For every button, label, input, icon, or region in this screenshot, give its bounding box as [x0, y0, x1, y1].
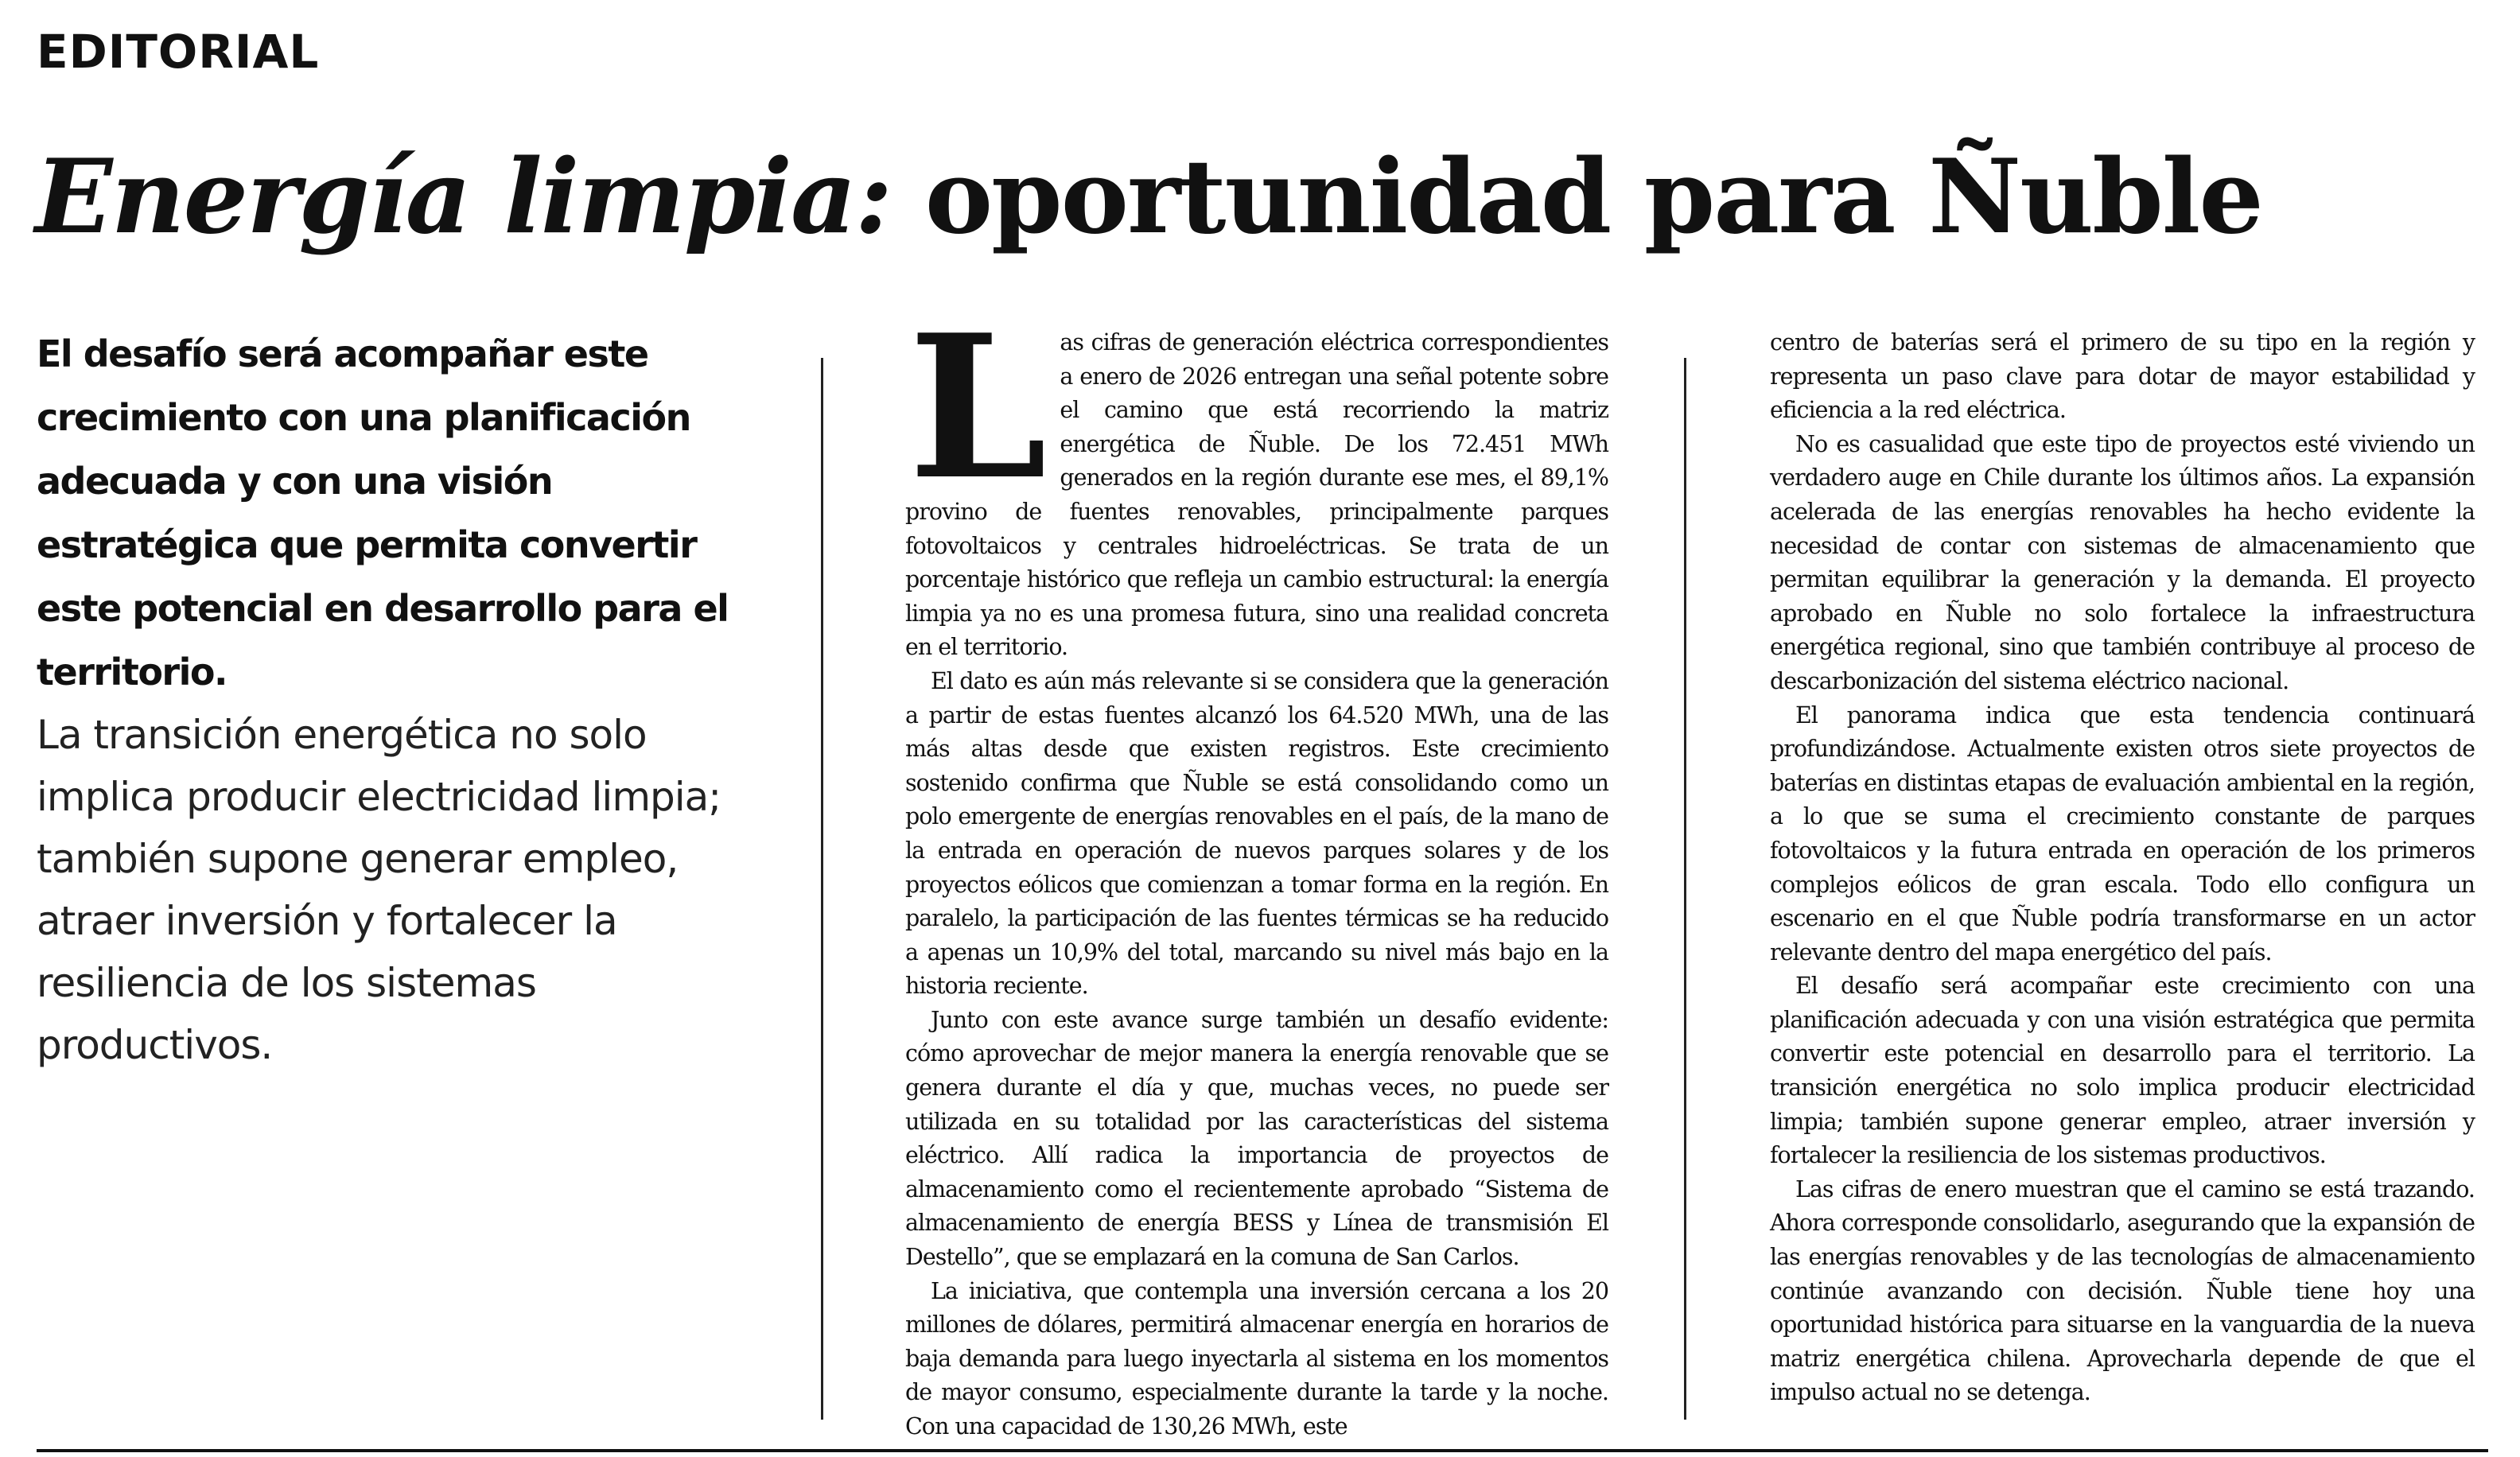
headline-roman: oportunidad para Ñuble [924, 138, 2262, 257]
article-paragraph: La iniciativa, que contempla una inversión cercana a los 20 millones de dólares, permitirá almacenar energía en horarios de baja demanda para luego inyectarla al sistema en los momentos de mayor consumo, especialmente durante la tarde y la noche. Con una capacidad de 130,26 MWh, este [905, 1277, 1608, 1440]
drop-cap: L [908, 292, 1048, 523]
section-label: EDITORIAL [37, 25, 320, 79]
article-paragraph: centro de baterías será el primero de su tipo en la región y representa un paso clave para dotar de mayor estabilidad y eficiencia a la red eléctrica. [1770, 329, 2475, 424]
bottom-rule [37, 1449, 2488, 1452]
headline [35, 138, 2262, 257]
sidebar-body: La transición energética no solo implica producir electricidad limpia; también supone generar empleo, atraer inversión y fortalecer la resiliencia de los sistemas productivos. [37, 712, 721, 1068]
article-column-2 [1770, 326, 2475, 1410]
article-paragraph: El panorama indica que esta tendencia continuará profundizándose. Actualmente existen otros siete proyectos de baterías en distintas etapas de evaluación ambiental en la región, a lo que se suma el crecimiento constante de parques fotovoltaicos y la futura entrada en operación de los primeros complejos eólicos de gran escala. Todo ello configura un escenario en el que Ñuble podría transformarse en un actor relevante dentro del mapa energético del país. [1770, 701, 2475, 966]
column-rule-left [821, 358, 823, 1420]
sidebar-lead: El desafío será acompañar este crecimiento con una planificación adecuada y con una visión estratégica que permita convertir este potencial en desarrollo para el territorio. [37, 332, 729, 694]
article-paragraph: Las cifras de enero muestran que el camino se está trazando. Ahora corresponde consolidarlo, asegurando que la expansión de las energías renovables y de las tecnologías de almacenamiento continúe avanzando con decisión. Ñuble tiene hoy una oportunidad histórica para situarse en la vanguardia de la nueva matriz energética chilena. Aprovecharla depende de que el impulso actual no se detenga. [1770, 1175, 2475, 1406]
column-rule-right [1684, 358, 1686, 1420]
article-paragraph: Junto con este avance surge también un desafío evidente: cómo aprovechar de mejor manera la energía renovable que se genera durante el día y que, muchas veces, no puede ser utilizada en su totalidad por las características del sistema eléctrico. Allí radica la importancia de proyectos de almacenamiento como el recientemente aprobado “Sistema de almacenamiento de energía BESS y Línea de transmisión El Destello”, que se emplazará en la comuna de San Carlos. [905, 1006, 1608, 1271]
article-column-1 [905, 292, 1608, 1444]
article-paragraph: as cifras de generación eléctrica correspondientes a enero de 2026 entregan una señal potente sobre el camino que está recorriendo la matriz energética de Ñuble. De los 72.451 MWh generados en la región durante ese mes, el 89,1% provino de fuentes renovables, principalmente parques fotovoltaicos y centrales hidroeléctricas. Se trata de un porcentaje histórico que refleja un cambio estructural: la energía limpia ya no es una promesa futura, sino una realidad concreta en el territorio. [905, 329, 1608, 661]
headline-italic: Energía limpia: [35, 138, 892, 257]
sidebar-pullquote [37, 322, 768, 1076]
article-paragraph: No es casualidad que este tipo de proyectos esté viviendo un verdadero auge en Chile durante los últimos años. La expansión acelerada de las energías renovables ha hecho evidente la necesidad de contar con sistemas de almacenamiento que permitan equilibrar la generación y la demanda. El proyecto aprobado en Ñuble no solo fortalece la infraestructura energética regional, sino que también contribuye al proceso de descarbonización del sistema eléctrico nacional. [1770, 430, 2475, 694]
article-paragraph: El dato es aún más relevante si se considera que la generación a partir de estas fuentes alcanzó los 64.520 MWh, una de las más altas desde que existen registros. Este crecimiento sostenido confirma que Ñuble se está consolidando como un polo emergente de energías renovables en el país, de la mano de la entrada en operación de nuevos parques solares y de los proyectos eólicos que comienzan a tomar forma en la región. En paralelo, la participación de las fuentes térmicas se ha reducido a apenas un 10,9% del total, marcando su nivel más bajo en la historia reciente. [905, 667, 1608, 1000]
article-paragraph: El desafío será acompañar este crecimiento con una planificación adecuada y con una visión estratégica que permita convertir este potencial en desarrollo para el territorio. La transición energética no solo implica producir electricidad limpia; también supone generar empleo, atraer inversión y fortalecer la resiliencia de los sistemas productivos. [1770, 973, 2475, 1169]
